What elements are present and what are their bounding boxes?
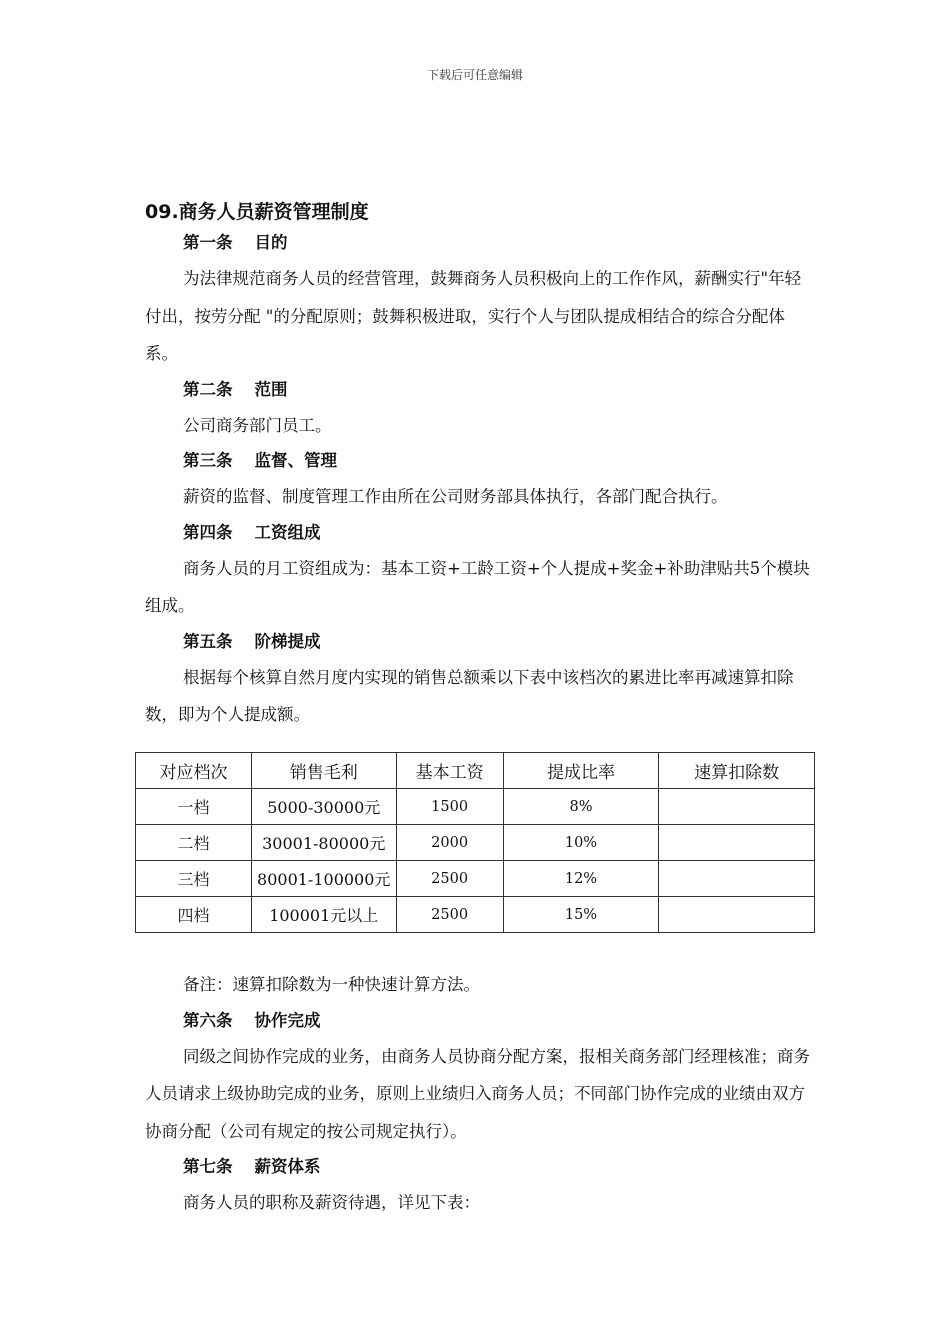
section-heading xyxy=(183,444,811,478)
section-heading xyxy=(183,516,811,550)
table-body xyxy=(136,789,815,933)
table-header-cell: 销售毛利 xyxy=(251,753,396,789)
table-cell: 1500 xyxy=(396,789,503,825)
table-note: 备注：速算扣除数为一种快速计算方法。 xyxy=(183,975,480,994)
section-heading xyxy=(183,1004,811,1038)
section-name: 工资组成 xyxy=(254,522,321,542)
section-label: 第一条 xyxy=(183,233,233,252)
document-title: 09.商务人员薪资管理制度 xyxy=(145,201,369,223)
table-row xyxy=(136,897,815,933)
section-name: 范围 xyxy=(254,379,288,399)
table-cell: 15% xyxy=(503,897,659,933)
section-name: 协作完成 xyxy=(254,1010,321,1030)
sections-top xyxy=(145,226,811,734)
section-label: 第七条 xyxy=(183,1157,233,1176)
section-name: 阶梯提成 xyxy=(254,631,321,651)
document-body-continued xyxy=(145,966,811,1222)
section-paragraph: 根据每个核算自然月度内实现的销售总额乘以下表中该档次的累进比率再减速算扣除数，即为个人提成额。 xyxy=(145,667,794,724)
table-cell: 2000 xyxy=(396,825,503,861)
table-cell: 四档 xyxy=(136,897,252,933)
section-name: 监督、管理 xyxy=(254,451,337,470)
table-cell: 80001-100000元 xyxy=(251,861,396,897)
table-cell: 二档 xyxy=(136,825,252,861)
section-paragraph: 商务人员的职称及薪资待遇，详见下表： xyxy=(183,1193,480,1212)
section-heading xyxy=(183,373,811,407)
section-name: 薪资体系 xyxy=(254,1157,321,1176)
table-cell xyxy=(659,897,815,933)
table-cell: 8% xyxy=(503,789,659,825)
table-row xyxy=(136,825,815,861)
section-heading xyxy=(183,625,811,659)
table-cell xyxy=(659,825,815,861)
section-label: 第四条 xyxy=(183,522,233,542)
table-header-row xyxy=(136,753,815,789)
table-header-cell: 提成比率 xyxy=(503,753,659,789)
table-cell: 100001元以上 xyxy=(251,897,396,933)
table-cell: 三档 xyxy=(136,861,252,897)
section-label: 第二条 xyxy=(183,379,233,399)
section-paragraph: 同级之间协作完成的业务，由商务人员协商分配方案，报相关商务部门经理核准；商务人员请求上级协助完成的业务，原则上业绩归入商务人员；不同部门协作完成的业绩由双方协商分配（公司有规定的按公司规定执行）。 xyxy=(145,1046,810,1141)
table-cell xyxy=(659,861,815,897)
table-row xyxy=(136,789,815,825)
table-header-cell: 基本工资 xyxy=(396,753,503,789)
section-heading xyxy=(183,226,811,260)
table-cell xyxy=(659,789,815,825)
page-header: 下载后可任意编辑 xyxy=(426,68,523,82)
section-paragraph: 为法律规范商务人员的经营管理，鼓舞商务人员积极向上的工作作风，薪酬实行"年轻付出，按劳分配 "的分配原则；鼓舞积极进取，实行个人与团队提成相结合的综合分配体系。 xyxy=(145,269,802,363)
table-cell: 5000-30000元 xyxy=(251,789,396,825)
section-name: 目的 xyxy=(254,233,288,252)
table-cell: 30001-80000元 xyxy=(251,825,396,861)
section-heading xyxy=(183,1150,811,1184)
section-paragraph: 公司商务部门员工。 xyxy=(183,415,332,435)
section-paragraph: 薪资的监督、制度管理工作由所在公司财务部具体执行，各部门配合执行。 xyxy=(183,487,728,506)
section-paragraph: 商务人员的月工资组成为：基本工资+工龄工资+个人提成+奖金+补助津贴共5个模块组成。 xyxy=(145,558,810,615)
table-row xyxy=(136,861,815,897)
section-label: 第五条 xyxy=(183,631,233,651)
table-cell: 2500 xyxy=(396,897,503,933)
table-cell: 12% xyxy=(503,861,659,897)
section-label: 第三条 xyxy=(183,451,233,470)
table-header-cell: 对应档次 xyxy=(136,753,252,789)
sections-bottom xyxy=(145,1004,811,1222)
document-body xyxy=(145,198,811,734)
table-cell: 2500 xyxy=(396,861,503,897)
table-cell: 一档 xyxy=(136,789,252,825)
section-label: 第六条 xyxy=(183,1010,233,1030)
table-cell: 10% xyxy=(503,825,659,861)
commission-table xyxy=(135,752,815,933)
table-header-cell: 速算扣除数 xyxy=(659,753,815,789)
